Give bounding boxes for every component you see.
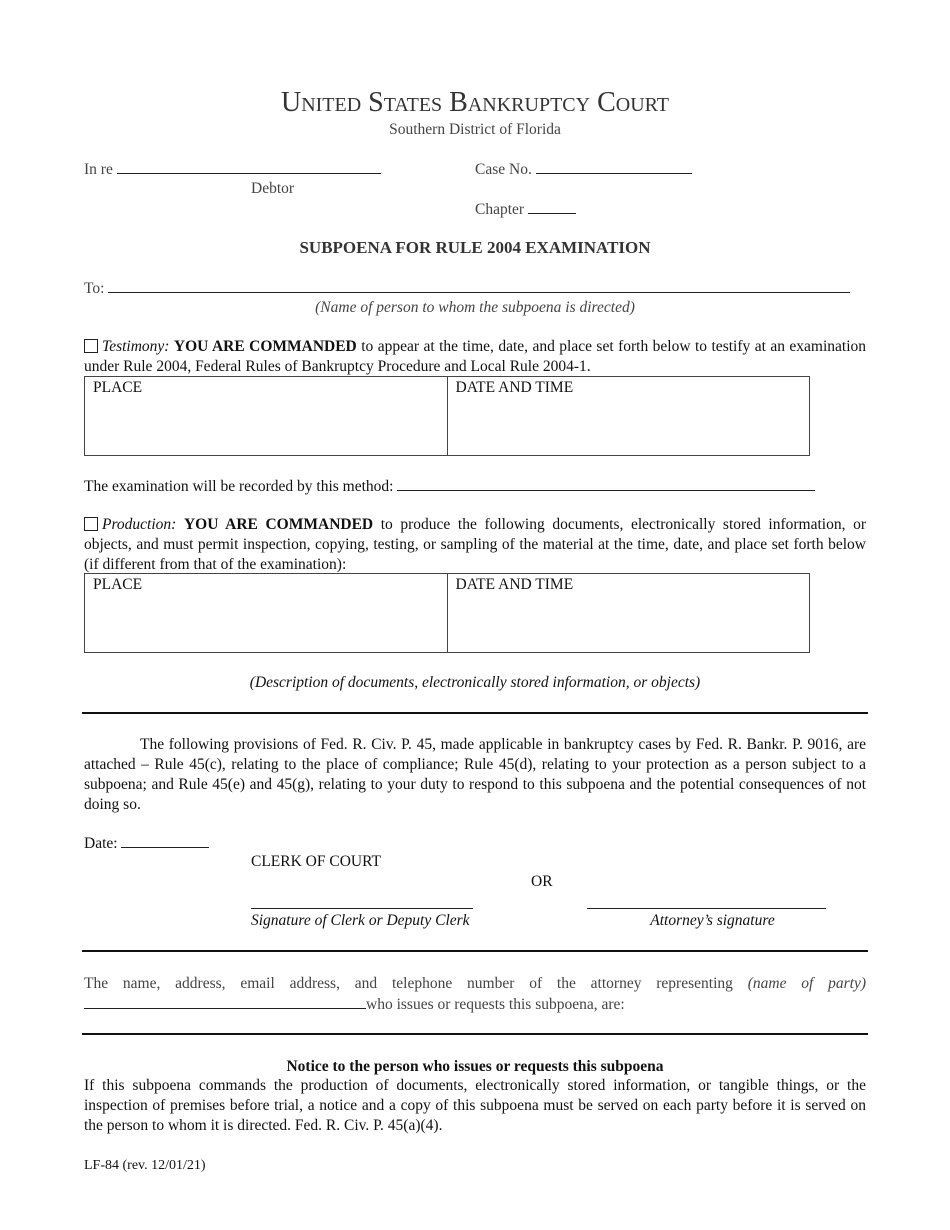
party-placeholder: (name of party) bbox=[747, 975, 867, 992]
section-divider bbox=[82, 712, 868, 714]
debtor-label: Debtor bbox=[251, 180, 295, 197]
production-label: Production: bbox=[102, 516, 177, 533]
clerk-of-court-label: CLERK OF COURT bbox=[251, 853, 381, 870]
case-no-field[interactable] bbox=[536, 159, 692, 174]
description-caption: (Description of documents, electronically stored information, or objects) bbox=[249, 674, 701, 691]
section-divider bbox=[82, 1033, 868, 1035]
production-table bbox=[84, 573, 810, 653]
to-label: To: bbox=[84, 280, 105, 297]
testimony-text: to appear at the time, date, and place set forth below to testify at an examination under Rule 2004, Federal Rules of Bankruptcy Procedure and Local Rule 2004-1. bbox=[84, 338, 867, 375]
place-header: PLACE bbox=[93, 379, 143, 396]
notice-text: If this subpoena commands the production of documents, electronically stored information, or tangible things, or the inspection of premises before trial, a notice and a copy of this subpoena must be served on each party before it is served on the person to whom it is directed. Fed. R. Civ. P. 45(a)(4). bbox=[84, 1077, 866, 1134]
chapter-label: Chapter bbox=[475, 201, 525, 218]
or-label: OR bbox=[531, 873, 553, 890]
attorney-signature-line[interactable] bbox=[587, 908, 826, 909]
testimony-checkbox[interactable] bbox=[84, 339, 98, 353]
production-text: to produce the following documents, electronically stored information, or objects, and must permit inspection, copying, testing, or sampling of the material at the time, date, and place set forth below (if different from that of the examination): bbox=[84, 516, 866, 573]
notice-heading: Notice to the person who issues or requests this subpoena bbox=[286, 1058, 664, 1075]
production-paragraph bbox=[84, 515, 866, 575]
testimony-label: Testimony: bbox=[102, 338, 170, 355]
production-command: YOU ARE COMMANDED bbox=[183, 516, 374, 533]
datetime-header: DATE AND TIME bbox=[455, 379, 574, 396]
production-place-cell[interactable] bbox=[85, 574, 447, 652]
attorney-signature-caption: Attorney’s signature bbox=[650, 912, 775, 929]
recording-field[interactable] bbox=[397, 476, 815, 491]
section-divider bbox=[82, 950, 868, 952]
recording-row bbox=[84, 476, 815, 497]
court-title: United States Bankruptcy Court bbox=[280, 87, 669, 118]
production-checkbox[interactable] bbox=[84, 517, 98, 531]
testimony-datetime-cell[interactable] bbox=[447, 377, 810, 455]
to-caption: (Name of person to whom the subpoena is directed) bbox=[315, 299, 635, 316]
recording-label: The examination will be recorded by this method: bbox=[84, 478, 394, 495]
case-no-row bbox=[475, 159, 692, 180]
district-name: Southern District of Florida bbox=[389, 121, 561, 138]
case-no-label: Case No. bbox=[475, 161, 532, 178]
to-field[interactable] bbox=[108, 278, 850, 293]
clerk-signature-caption: Signature of Clerk or Deputy Clerk bbox=[251, 912, 470, 929]
datetime-header: DATE AND TIME bbox=[455, 576, 574, 593]
in-re-row bbox=[84, 159, 381, 180]
chapter-field[interactable] bbox=[528, 199, 576, 214]
place-header: PLACE bbox=[93, 576, 143, 593]
testimony-table bbox=[84, 376, 810, 456]
date-field[interactable] bbox=[121, 833, 209, 848]
provisions-paragraph: The following provisions of Fed. R. Civ. P. 45, made applicable in bankruptcy cases by Fed. R. Bankr. P. 9016, are attached – Rule 45(c), relating to the place of compliance; Rule 45(d), relating to your protection as a person subject to a subpoena; and Rule 45(e) and 45(g), relating to your duty to respond to this subpoena and the potential consequences of not doing so. bbox=[84, 736, 866, 813]
form-title: SUBPOENA FOR RULE 2004 EXAMINATION bbox=[299, 238, 651, 257]
party-name-field[interactable] bbox=[84, 994, 366, 1009]
to-row bbox=[84, 278, 850, 299]
production-datetime-cell[interactable] bbox=[447, 574, 810, 652]
testimony-command: YOU ARE COMMANDED bbox=[173, 338, 357, 355]
date-row bbox=[84, 833, 209, 854]
in-re-field[interactable] bbox=[117, 159, 381, 174]
attorney-info-text: The name, address, email address, and telephone number of the attorney representing bbox=[84, 975, 733, 992]
attorney-info-line1 bbox=[84, 974, 866, 994]
testimony-place-cell[interactable] bbox=[85, 377, 447, 455]
in-re-label: In re bbox=[84, 161, 113, 178]
form-id: LF-84 (rev. 12/01/21) bbox=[84, 1158, 206, 1173]
attorney-info-end: who issues or requests this subpoena, are: bbox=[366, 996, 625, 1013]
clerk-signature-line[interactable] bbox=[251, 908, 473, 909]
attorney-info-line2 bbox=[84, 994, 625, 1015]
date-label: Date: bbox=[84, 835, 118, 852]
testimony-paragraph bbox=[84, 337, 866, 377]
chapter-row bbox=[475, 199, 576, 220]
